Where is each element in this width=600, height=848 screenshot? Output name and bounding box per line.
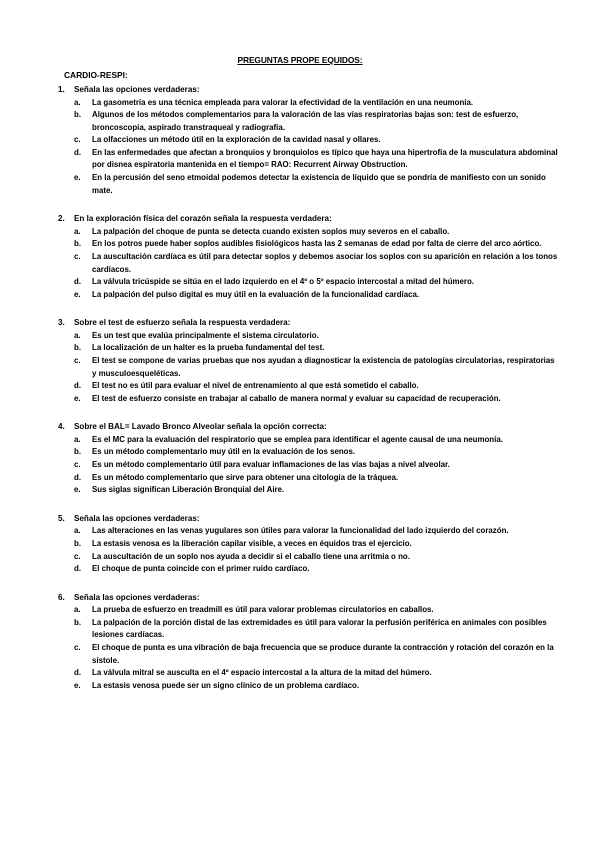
option-c xyxy=(58,251,558,276)
option-e xyxy=(58,680,558,693)
option-c xyxy=(58,459,558,472)
question-number: 2. xyxy=(58,214,65,224)
question-heading xyxy=(58,421,558,434)
option-text: Algunos de los métodos complementarios para la valoración de las vías respiratorias bajas son: test de esfuerzo, broncoscopia, aspirado transtraqueal y radiografía. xyxy=(92,110,519,132)
option-letter: c. xyxy=(74,460,81,470)
option-letter: a. xyxy=(74,434,81,444)
option-text: La válvula mitral se ausculta en el 4º espacio intercostal a la altura de la mitad del húmero. xyxy=(92,668,432,678)
option-text: La gasometría es una técnica empleada para valorar la efectividad de la ventilación en una neumonía. xyxy=(92,97,474,107)
option-d xyxy=(58,380,558,393)
option-text: La estasis venosa es la liberación capilar visible, a veces en équidos tras el ejercicio. xyxy=(92,538,412,548)
option-text: Es un método complementario útil para evaluar inflamaciones de las vías bajas a nivel alveolar. xyxy=(92,460,450,470)
option-text: La auscultación cardíaca es útil para detectar soplos y debemos asociar los soplos con su aparición en relación a los tonos cardíacos. xyxy=(92,251,558,274)
option-b xyxy=(58,342,558,355)
option-d xyxy=(58,472,558,485)
option-letter: a. xyxy=(74,605,81,615)
option-text: Es un test que evalúa principalmente el sistema circulatorio. xyxy=(92,330,319,340)
question-2 xyxy=(58,213,558,301)
option-a xyxy=(58,330,558,343)
option-text: La auscultación de un soplo nos ayuda a decidir si el caballo tiene una arritmia o no. xyxy=(92,551,410,561)
option-letter: c. xyxy=(74,251,81,261)
option-letter: d. xyxy=(74,147,82,157)
option-a xyxy=(58,525,558,538)
option-d xyxy=(58,563,558,576)
option-e xyxy=(58,484,558,497)
option-letter: e. xyxy=(74,289,81,299)
option-a xyxy=(58,226,558,239)
option-c xyxy=(58,134,558,147)
option-text: Es un método complementario muy útil en la evaluación de los senos. xyxy=(92,447,356,457)
option-text: El test de esfuerzo consiste en trabajar al caballo de manera normal y evaluar su capacidad de recuperación. xyxy=(92,393,501,403)
option-text: La localización de un halter es la prueba fundamental del test. xyxy=(92,343,325,353)
question-number: 4. xyxy=(58,422,65,432)
option-letter: d. xyxy=(74,381,82,391)
option-letter: e. xyxy=(74,680,81,690)
option-b xyxy=(58,109,558,134)
option-letter: c. xyxy=(74,135,81,145)
option-letter: e. xyxy=(74,485,81,495)
option-letter: e. xyxy=(74,173,81,183)
option-letter: d. xyxy=(74,564,82,574)
option-letter: c. xyxy=(74,356,81,365)
question-heading xyxy=(58,213,558,226)
option-letter: e. xyxy=(74,393,81,403)
option-text: En las enfermedades que afectan a bronquios y bronquiolos es típico que haya una hipertrofia de la musculatura abdominal por disnea espiratoria mantenida en el tiempo= RAO: Recurrent Airway Obstruction. xyxy=(92,147,558,170)
option-letter: d. xyxy=(74,472,82,482)
question-text: Señala las opciones verdaderas: xyxy=(74,592,200,602)
question-text: Sobre el test de esfuerzo señala la respuesta verdadera: xyxy=(74,318,291,328)
option-letter: b. xyxy=(74,239,82,249)
option-b xyxy=(58,238,558,251)
option-b xyxy=(58,538,558,551)
option-text: El test no es útil para evaluar el nivel de entrenamiento al que está sometido el caballo. xyxy=(92,381,419,391)
option-letter: c. xyxy=(74,643,81,652)
option-letter: a. xyxy=(74,226,81,236)
option-a xyxy=(58,604,558,617)
option-letter: b. xyxy=(74,110,82,120)
option-letter: a. xyxy=(74,330,81,340)
option-letter: a. xyxy=(74,97,81,107)
question-heading xyxy=(58,592,558,605)
question-text: Señala las opciones verdaderas: xyxy=(74,513,200,523)
option-text: El test se compone de varias pruebas que nos ayudan a diagnosticar la existencia de patologías circulatorias, respiratorias y musculoesqueléticas. xyxy=(92,356,555,378)
option-letter: b. xyxy=(74,538,82,548)
option-letter: b. xyxy=(74,447,82,457)
option-letter: d. xyxy=(74,668,82,678)
option-text: La prueba de esfuerzo en treadmill es útil para valorar problemas circulatorios en caballos. xyxy=(92,605,434,615)
option-letter: b. xyxy=(74,617,82,627)
question-list xyxy=(58,84,558,708)
option-text: Es el MC para la evaluación del respiratorio que se emplea para identificar el agente causal de una neumonía. xyxy=(92,434,503,444)
option-b xyxy=(58,617,558,642)
option-text: La palpación del pulso digital es muy útil en la evaluación de la funcionalidad cardíaca. xyxy=(92,289,420,299)
option-letter: c. xyxy=(74,551,81,561)
option-e xyxy=(58,393,558,406)
option-text: El choque de punta coincide con el primer ruido cardíaco. xyxy=(92,564,310,574)
option-d xyxy=(58,147,558,172)
question-6 xyxy=(58,592,558,693)
option-c xyxy=(58,355,558,380)
section-label: CARDIO-RESPI: xyxy=(64,70,128,80)
option-text: La olfacciones un método útil en la exploración de la cavidad nasal y ollares. xyxy=(92,135,381,145)
question-5 xyxy=(58,513,558,576)
option-a xyxy=(58,434,558,447)
option-letter: a. xyxy=(74,526,81,536)
option-text: El choque de punta es una vibración de baja frecuencia que se produce durante la contracción y rotación del corazón en la sístole. xyxy=(92,643,554,665)
question-text: Señala las opciones verdaderas: xyxy=(74,85,200,94)
question-number: 6. xyxy=(58,592,65,602)
option-d xyxy=(58,667,558,680)
option-text: Sus siglas significan Liberación Bronquial del Aire. xyxy=(92,485,285,495)
question-1 xyxy=(58,84,558,197)
option-text: La válvula tricúspide se sitúa en el lado izquierdo en el 4º o 5º espacio intercostal a mitad del húmero. xyxy=(92,277,474,287)
question-text: En la exploración física del corazón señala la respuesta verdadera: xyxy=(74,214,332,224)
option-e xyxy=(58,172,558,197)
option-text: En los potros puede haber soplos audibles fisiológicos hasta las 2 semanas de edad por falta de cierre del arco aórtico. xyxy=(92,239,542,249)
question-heading xyxy=(58,84,558,97)
option-text: La palpación de la porción distal de las extremidades es útil para valorar la perfusión periférica en animales con posibles lesiones cardíacas. xyxy=(92,617,547,640)
question-heading xyxy=(58,513,558,526)
option-text: En la percusión del seno etmoidal podemos detectar la existencia de líquido que se pondría de manifiesto con un sonido mate. xyxy=(92,173,546,195)
option-text: Las alteraciones en las venas yugulares son útiles para valorar la funcionalidad del lado izquierdo del corazón. xyxy=(92,526,509,536)
option-c xyxy=(58,551,558,564)
question-number: 1. xyxy=(58,85,65,94)
question-heading xyxy=(58,317,558,330)
option-a xyxy=(58,97,558,110)
question-3 xyxy=(58,317,558,405)
option-b xyxy=(58,446,558,459)
question-number: 3. xyxy=(58,318,65,328)
option-text: La estasis venosa puede ser un signo clínico de un problema cardíaco. xyxy=(92,680,360,690)
question-4 xyxy=(58,421,558,496)
question-text: Sobre el BAL= Lavado Bronco Alveolar señala la opción correcta: xyxy=(74,422,327,432)
option-letter: d. xyxy=(74,277,82,287)
question-number: 5. xyxy=(58,513,65,523)
option-text: La palpación del choque de punta se detecta cuando existen soplos muy severos en el caballo. xyxy=(92,226,450,236)
document-title: PREGUNTAS PROPE EQUIDOS: xyxy=(237,55,363,65)
option-e xyxy=(58,289,558,302)
option-c xyxy=(58,642,558,667)
option-letter: b. xyxy=(74,343,82,353)
option-text: Es un método complementario que sirve para obtener una citología de la tráquea. xyxy=(92,472,399,482)
option-d xyxy=(58,276,558,289)
